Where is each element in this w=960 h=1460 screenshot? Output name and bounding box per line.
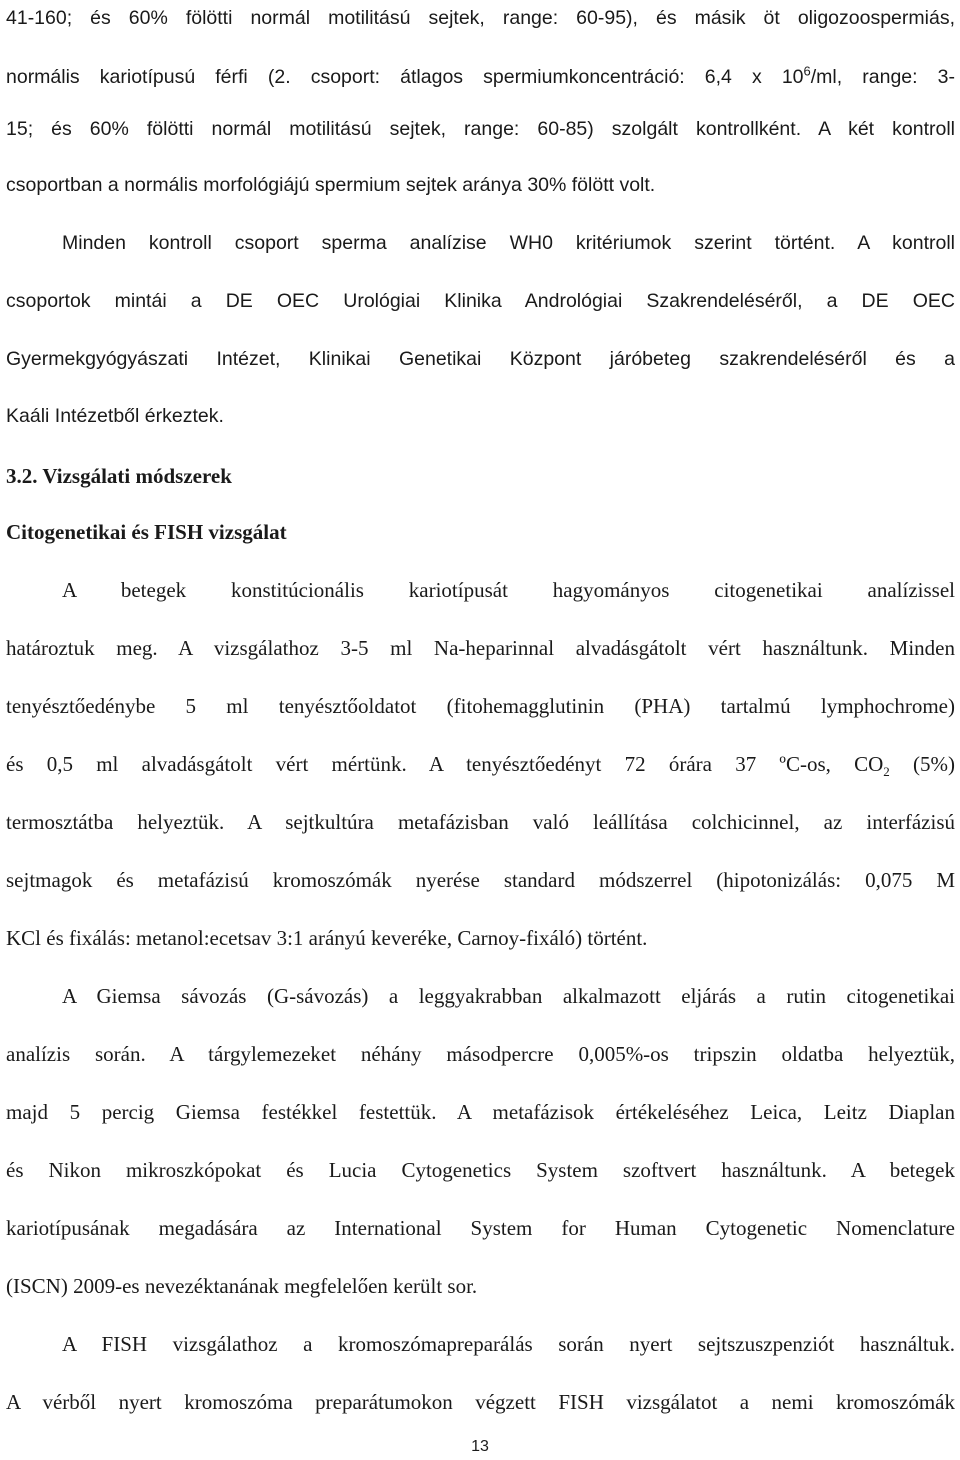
text-segment: /ml, range: 3- [810, 66, 955, 88]
text-line: tenyésztőedénybe 5 ml tenyésztőoldatot (fitohemagglutinin (PHA) tartalmú lymphochrome) [6, 694, 955, 718]
text-line: csoportban a normális morfológiájú spermium sejtek aránya 30% fölött volt. [6, 174, 656, 196]
text-line: Minden kontroll csoport sperma analízise WH0 kritériumok szerint történt. A kontroll [62, 232, 955, 254]
text-line: csoportok mintái a DE OEC Urológiai Klinika Andrológiai Szakrendeléséről, a DE OEC [6, 290, 955, 312]
text-line: A Giemsa sávozás (G-sávozás) a leggyakrabban alkalmazott eljárás a rutin citogenetikai [62, 984, 955, 1008]
text-line: KCl és fixálás: metanol:ecetsav 3:1 arányú keveréke, Carnoy-fixáló) történt. [6, 926, 648, 950]
text-segment: (5%) [889, 752, 955, 776]
subsection-heading: Citogenetikai és FISH vizsgálat [6, 520, 287, 544]
page-number: 13 [471, 1438, 489, 1455]
text-line: és Nikon mikroszkópokat és Lucia Cytogenetics System szoftvert használtunk. A betegek [6, 1158, 955, 1182]
text-line: A FISH vizsgálathoz a kromoszómapreparálás során nyert sejtszuszpenziót használtuk. [62, 1332, 955, 1356]
section-heading: 3.2. Vizsgálati módszerek [6, 464, 232, 488]
text-line: analízis során. A tárgylemezeket néhány másodpercre 0,005%-os tripszin oldatba helyeztük, [6, 1042, 955, 1066]
text-line: határoztuk meg. A vizsgálathoz 3-5 ml Na-heparinnal alvadásgátolt vért használtunk. Minden [6, 636, 955, 660]
text-line: A vérből nyert kromoszóma preparátumokon végzett FISH vizsgálatot a nemi kromoszómák [6, 1390, 955, 1414]
superscript: 6 [803, 63, 811, 79]
text-line: A betegek konstitúcionális kariotípusát hagyományos citogenetikai analízissel [62, 578, 955, 602]
text-line: Gyermekgyógyászati Intézet, Klinikai Genetikai Központ járóbeteg szakrendeléséről és a [6, 348, 955, 370]
text-line [6, 65, 955, 89]
text-line: sejtmagok és metafázisú kromoszómák nyerése standard módszerrel (hipotonizálás: 0,075 M [6, 868, 955, 892]
text-line: 15; és 60% fölötti normál motilitású sejtek, range: 60-85) szolgált kontrollként. A két kontroll [6, 118, 955, 140]
text-line: majd 5 percig Giemsa festékkel festettük. A metafázisok értékeléséhez Leica, Leitz Diaplan [6, 1100, 955, 1124]
subscript: 2 [883, 764, 890, 780]
text-segment: és 0,5 ml alvadásgátolt vért mértünk. A tenyésztőedényt 72 órára 37 ºC-os, CO [6, 752, 884, 776]
text-line: Kaáli Intézetből érkeztek. [6, 405, 224, 427]
text-segment: normális kariotípusú férfi (2. csoport: átlagos spermiumkoncentráció: 6,4 x 10 [6, 66, 804, 88]
text-line: kariotípusának megadására az International System for Human Cytogenetic Nomenclature [6, 1216, 955, 1240]
text-line: 41-160; és 60% fölötti normál motilitású sejtek, range: 60-95), és másik öt oligozoospermiás, [6, 7, 955, 29]
text-line [6, 752, 955, 780]
text-line: termosztátba helyeztük. A sejtkultúra metafázisban való leállítása colchicinnel, az interfázisú [6, 810, 955, 834]
text-line: (ISCN) 2009-es nevezéktanának megfelelően került sor. [6, 1274, 478, 1298]
